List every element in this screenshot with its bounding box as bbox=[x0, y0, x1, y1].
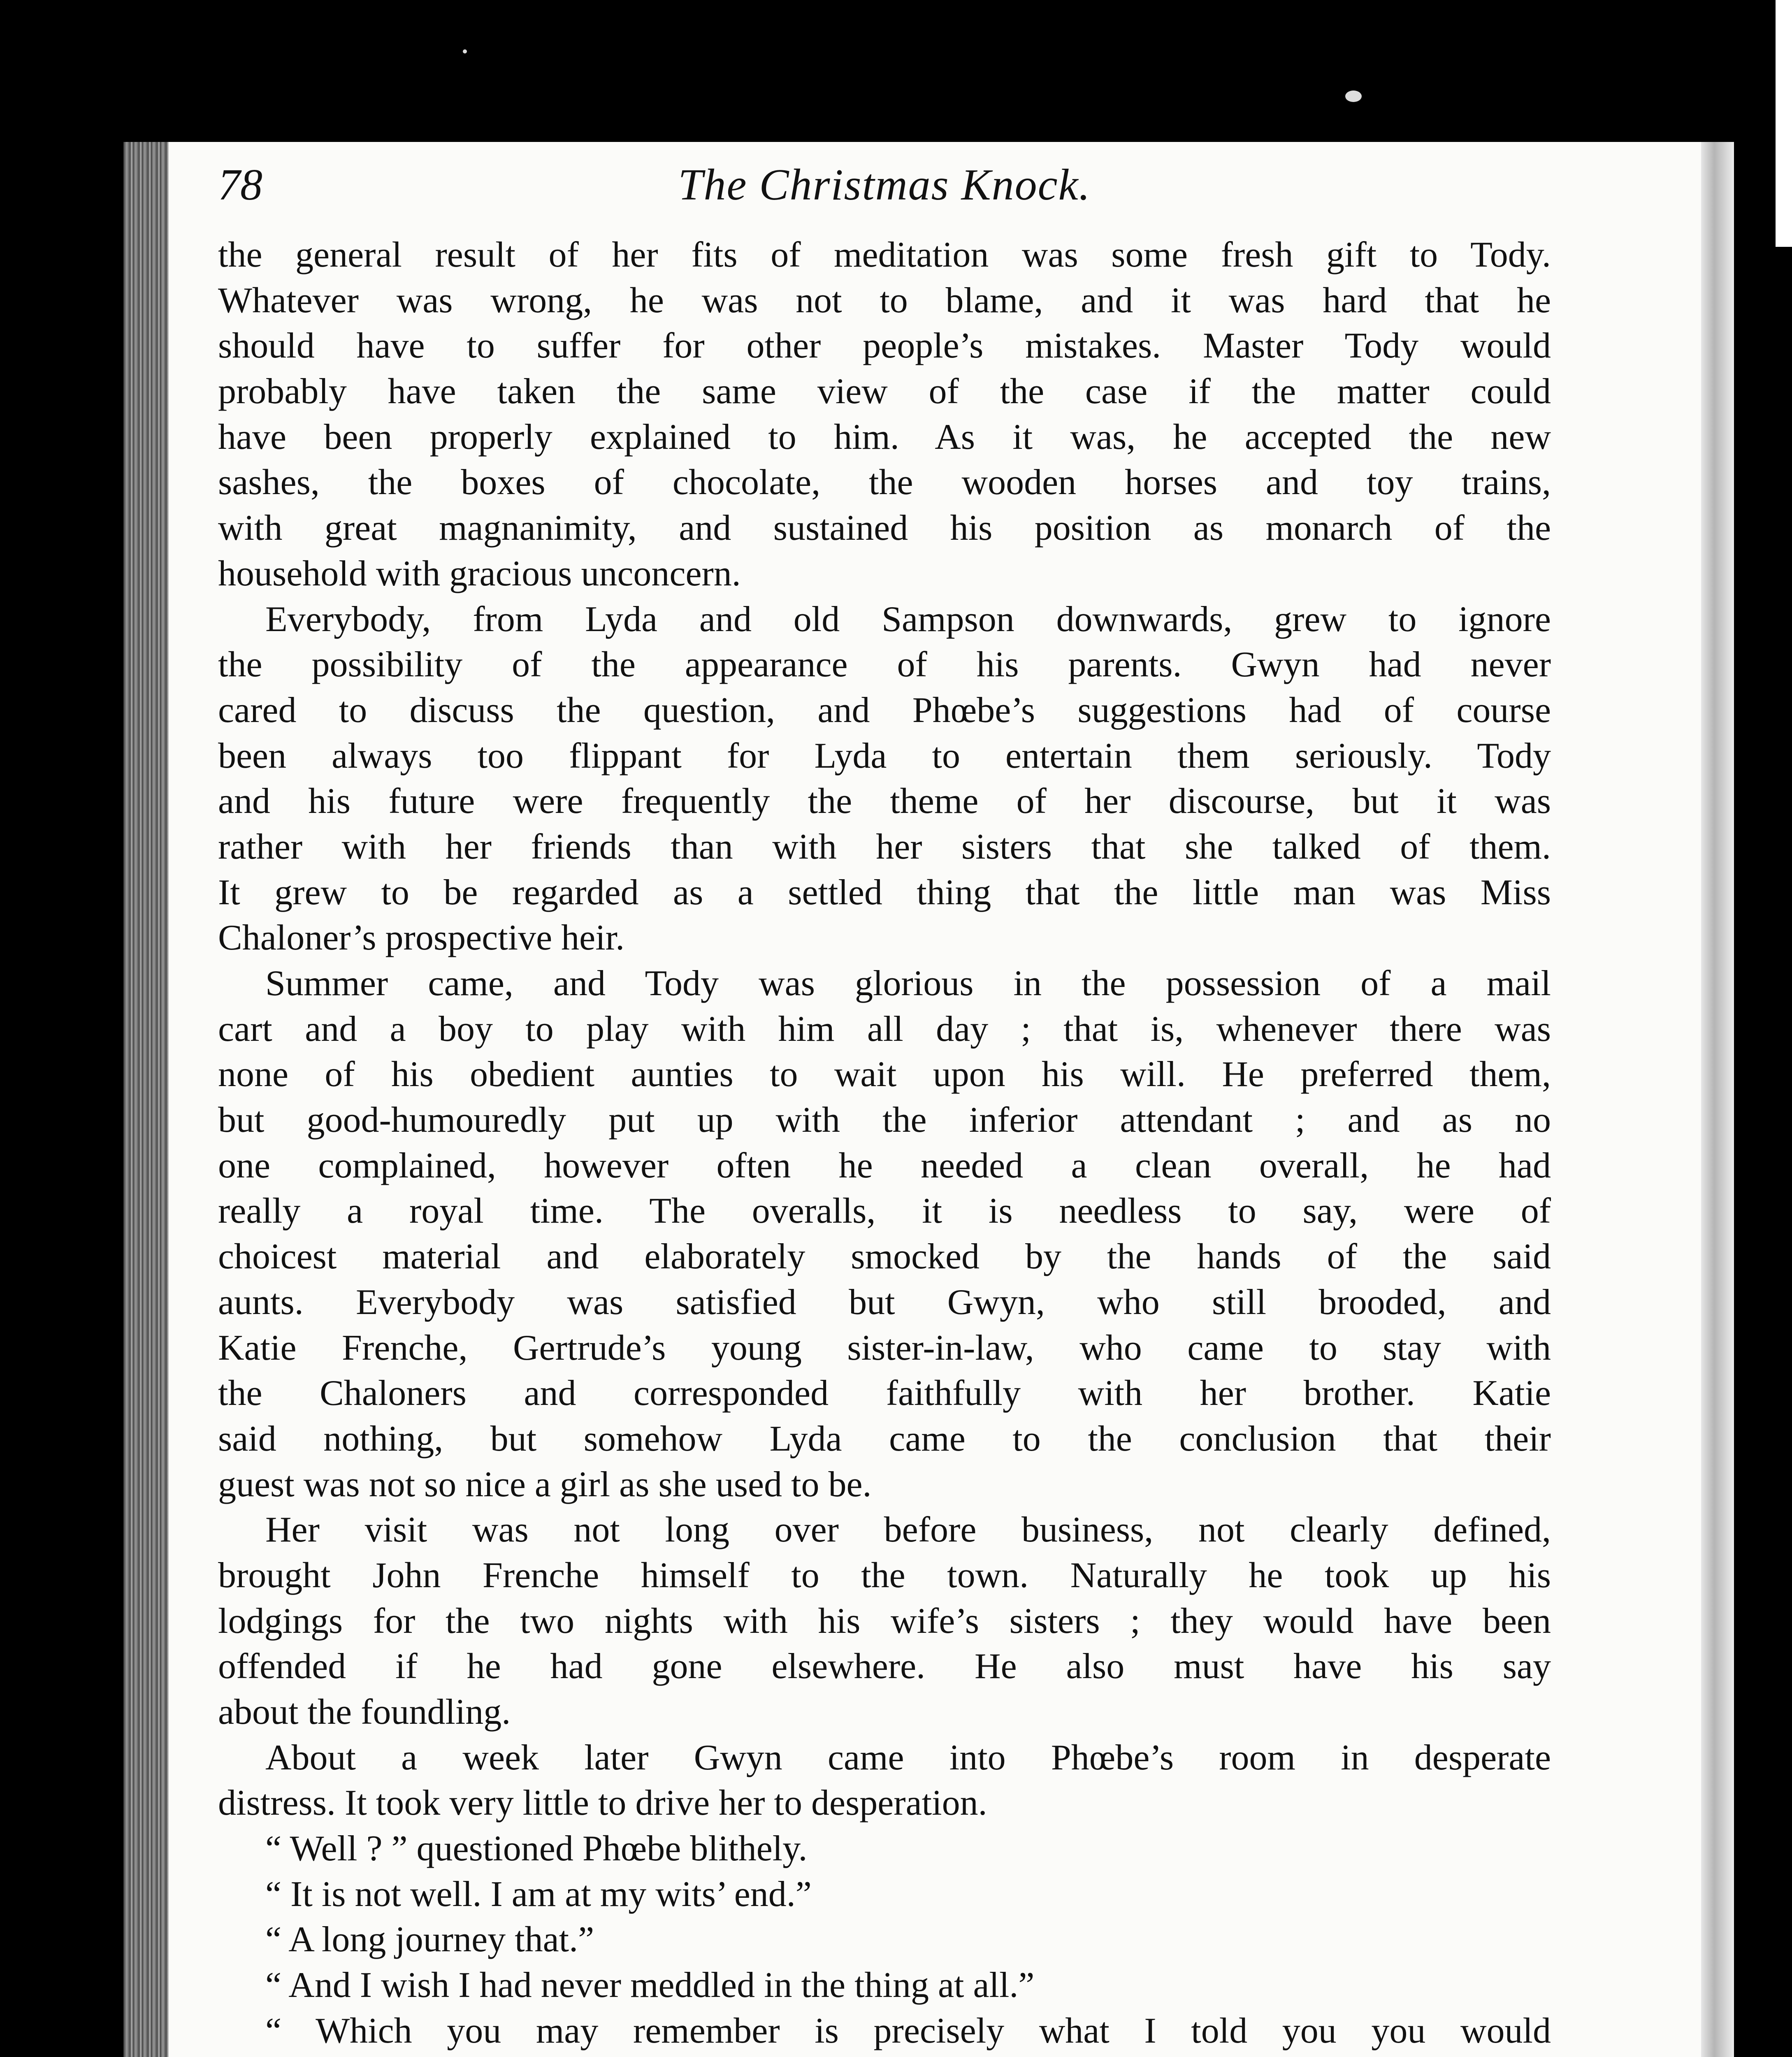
text-line: cart and a boy to play with him all day ; that is, whenever there was bbox=[218, 1009, 1551, 1049]
text-line: brought John Frenche himself to the town. Naturally he took up his bbox=[218, 1555, 1551, 1595]
text-line: sashes, the boxes of chocolate, the wooden horses and toy trains, bbox=[218, 462, 1551, 503]
text-line: Whatever was wrong, he was not to blame, and it was hard that he bbox=[218, 280, 1551, 320]
text-line: offended if he had gone elsewhere. He also must have his say bbox=[218, 1646, 1551, 1687]
text-line: about the foundling. bbox=[218, 1692, 511, 1732]
text-line: guest was not so nice a girl as she used to be. bbox=[218, 1464, 872, 1504]
text-line: “ It is not well. I am at my wits’ end.” bbox=[265, 1874, 812, 1914]
page-edge-shadow bbox=[1701, 142, 1734, 2057]
text-line: household with gracious unconcern. bbox=[218, 553, 741, 594]
text-line: have been properly explained to him. As it was, he accepted the new bbox=[218, 417, 1551, 457]
text-line: one complained, however often he needed a clean overall, he had bbox=[218, 1145, 1551, 1186]
text-line: Katie Frenche, Gertrude’s young sister-in-law, who came to stay with bbox=[218, 1328, 1551, 1368]
text-line: the Chaloners and corresponded faithfully with her brother. Katie bbox=[218, 1373, 1551, 1414]
body-text bbox=[218, 232, 1551, 2057]
text-line: none of his obedient aunties to wait upon his will. He preferred them, bbox=[218, 1054, 1551, 1095]
text-line: the possibility of the appearance of his parents. Gwyn had never bbox=[218, 645, 1551, 685]
text-line: really a royal time. The overalls, it is needless to say, were of bbox=[218, 1191, 1551, 1231]
text-line: been always too flippant for Lyda to entertain them seriously. Tody bbox=[218, 736, 1551, 776]
text-line: should have to suffer for other people’s mistakes. Master Tody would bbox=[218, 326, 1551, 366]
running-title: The Christmas Knock. bbox=[678, 160, 1091, 209]
text-line: “ Which you may remember is precisely what I told you you would bbox=[265, 2011, 1551, 2051]
page-header bbox=[218, 156, 1551, 214]
text-line bbox=[218, 2054, 1551, 2057]
text-line: “ And I wish I had never meddled in the thing at all.” bbox=[265, 1965, 1035, 2006]
text-line: the general result of her fits of meditation was some fresh gift to Tody. bbox=[218, 235, 1551, 275]
text-line: Her visit was not long over before business, not clearly defined, bbox=[265, 1510, 1551, 1550]
text-line: Everybody, from Lyda and old Sampson downwards, grew to ignore bbox=[265, 599, 1551, 639]
text-line: rather with her friends than with her sisters that she talked of them. bbox=[218, 827, 1551, 867]
text-line: and his future were frequently the theme of her discourse, but it was bbox=[218, 781, 1551, 822]
text-line: About a week later Gwyn came into Phœbe’s room in desperate bbox=[265, 1737, 1551, 1778]
text-line: said nothing, but somehow Lyda came to the conclusion that their bbox=[218, 1419, 1551, 1459]
scan-speck bbox=[463, 49, 467, 53]
binding-gutter bbox=[123, 142, 169, 2057]
page-number: 78 bbox=[218, 160, 262, 209]
text-line: Chaloner’s prospective heir. bbox=[218, 918, 625, 958]
text-line: with great magnanimity, and sustained his position as monarch of the bbox=[218, 508, 1551, 548]
text-line: aunts. Everybody was satisfied but Gwyn, who still brooded, and bbox=[218, 1282, 1551, 1322]
text-line: Summer came, and Tody was glorious in the possession of a mail bbox=[265, 963, 1551, 1003]
text-line: It grew to be regarded as a settled thing that the little man was Miss bbox=[218, 872, 1551, 912]
text-line: “ A long journey that.” bbox=[265, 1920, 594, 1960]
text-line: choicest material and elaborately smocked by the hands of the said bbox=[218, 1237, 1551, 1277]
text-line: probably have taken the same view of the case if the matter could bbox=[218, 371, 1551, 412]
text-line: but good-humouredly put up with the inferior attendant ; and as no bbox=[218, 1100, 1551, 1140]
scan-edge-strip bbox=[1776, 0, 1792, 247]
text-line: “ Well ? ” questioned Phœbe blithely. bbox=[265, 1829, 808, 1869]
text-line: cared to discuss the question, and Phœbe’s suggestions had of course bbox=[218, 690, 1551, 730]
text-line: lodgings for the two nights with his wife’s sisters ; they would have been bbox=[218, 1601, 1551, 1641]
text-line: distress. It took very little to drive her to desperation. bbox=[218, 1783, 987, 1823]
scan-speck bbox=[1345, 91, 1362, 102]
